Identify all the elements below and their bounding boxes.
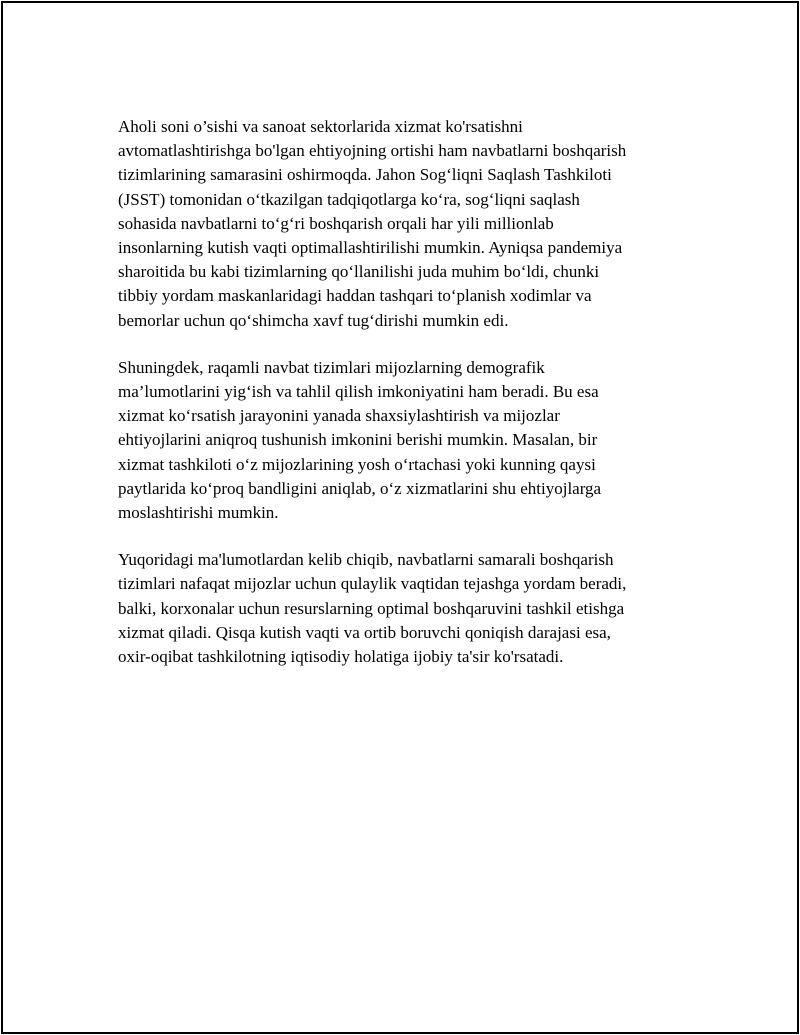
document-body <box>118 115 688 692</box>
text-line: Shuningdek, raqamli navbat tizimlari mijozlarning demografik <box>118 357 545 377</box>
text-line: Aholi soni o’sishi va sanoat sektorlarida xizmat ko'rsatishni <box>118 117 523 136</box>
text-line: tizimlari nafaqat mijozlar uchun qulaylik vaqtidan tejashga yordam beradi, <box>118 574 627 594</box>
text-line: (JSST) tomonidan o‘tkazilgan tadqiqotlarga ko‘ra, sog‘liqni saqlash <box>118 189 580 209</box>
text-line: xizmat qiladi. Qisqa kutish vaqti va ortib boruvchi qoniqish darajasi esa, <box>118 622 611 642</box>
text-line: tizimlarining samarasini oshirmoqda. Jahon Sog‘liqni Saqlash Tashkiloti <box>118 165 612 185</box>
text-line: avtomatlashtirishga bo'lgan ehtiyojning ortishi ham navbatlarni boshqarish <box>118 141 627 161</box>
text-line: ma’lumotlarini yig‘ish va tahlil qilish imkoniyatini ham beradi. Bu esa <box>118 382 599 402</box>
paragraph-1 <box>118 115 688 333</box>
text-line: paytlarida ko‘proq bandligini aniqlab, o‘z xizmatlarini shu ehtiyojlarga <box>118 478 602 498</box>
text-line: bemorlar uchun qo‘shimcha xavf tug‘dirishi mumkin edi. <box>118 310 509 330</box>
paragraph-3 <box>118 548 688 669</box>
text-line: balki, korxonalar uchun resurslarning optimal boshqaruvini tashkil etishga <box>118 598 625 618</box>
text-line: ehtiyojlarini aniqroq tushunish imkonini berishi mumkin. Masalan, bir <box>118 430 598 450</box>
text-line: sohasida navbatlarni to‘g‘ri boshqarish orqali har yili millionlab <box>118 213 554 233</box>
text-line: moslashtirishi mumkin. <box>118 503 279 523</box>
text-line: xizmat ko‘rsatish jarayonini yanada shaxsiylashtirish va mijozlar <box>118 406 560 426</box>
text-line: xizmat tashkiloti o‘z mijozlarining yosh o‘rtachasi yoki kunning qaysi <box>118 454 596 474</box>
text-line: sharoitida bu kabi tizimlarning qo‘llanilishi juda muhim bo‘ldi, chunki <box>118 262 600 282</box>
text-line: Yuqoridagi ma'lumotlardan kelib chiqib, navbatlarni samarali boshqarish <box>118 550 614 570</box>
text-line: tibbiy yordam maskanlaridagi haddan tashqari to‘planish xodimlar va <box>118 286 592 306</box>
paragraph-2 <box>118 356 688 525</box>
text-line: oxir-oqibat tashkilotning iqtisodiy holatiga ijobiy ta'sir ko'rsatadi. <box>118 647 564 667</box>
text-line: insonlarning kutish vaqti optimallashtirilishi mumkin. Ayniqsa pandemiya <box>118 238 623 258</box>
